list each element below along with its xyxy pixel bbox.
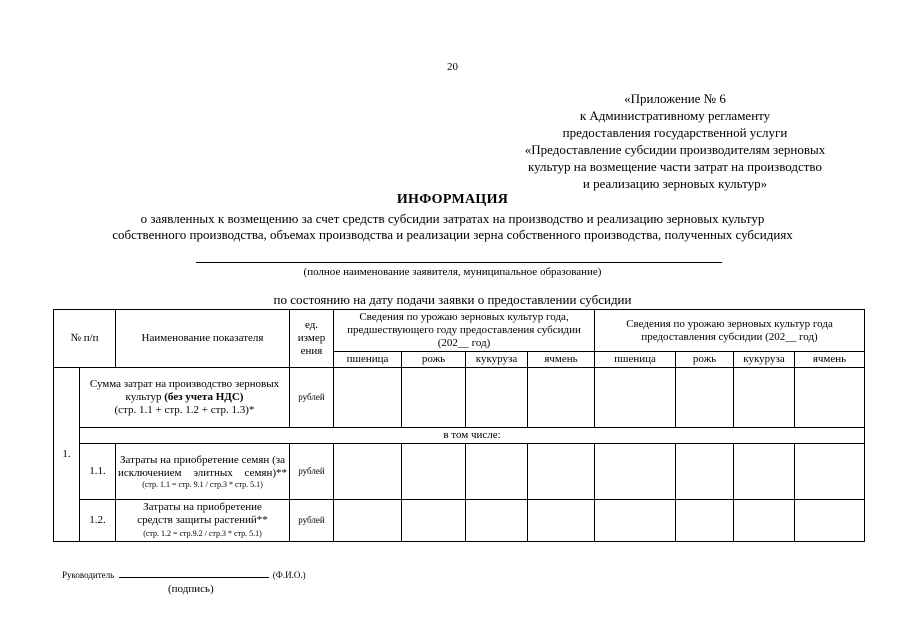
header-crop-corn: кукуруза [734,352,795,368]
row-name [116,500,290,542]
subsidy-info-table [53,309,865,542]
data-cell[interactable] [734,500,795,542]
data-cell[interactable] [676,368,734,428]
header-num: № п/п [54,310,116,368]
data-cell[interactable] [466,368,528,428]
data-cell[interactable] [528,500,595,542]
data-cell[interactable] [676,444,734,500]
data-cell[interactable] [676,500,734,542]
data-cell[interactable] [795,368,865,428]
row-unit: рублей [290,500,334,542]
signature-fio: (Ф.И.О.) [272,570,306,580]
data-cell[interactable] [795,500,865,542]
data-cell[interactable] [795,444,865,500]
signature-label: Руководитель [62,570,115,580]
row-number: 1.1. [80,444,116,500]
row-number: 1. [54,368,80,542]
row-name-text: Затраты на приобретение семян (за исключением элитных семян)** [118,453,288,479]
document-subtitle [0,211,905,243]
header-crop-rye: рожь [676,352,734,368]
header-unit: ед. измер ения [290,310,334,368]
subtitle-line: собственного производства, объемах производства и реализации зерна собственного производства, полученных субсидиях [112,227,793,242]
data-cell[interactable] [734,368,795,428]
row-formula: (стр. 1.2 = стр.9.2 / стр.3 * стр. 5.1) [143,529,262,538]
header-crop-wheat: пшеница [334,352,402,368]
signature-block [62,569,306,580]
data-cell[interactable] [334,444,402,500]
signature-caption: (подпись) [168,583,214,595]
row-unit: рублей [290,444,334,500]
row-name-text: Затраты на приобретение [143,501,262,513]
appendix-line: «Предоставление субсидии производителям зерновых [524,142,826,157]
header-curr-year: Сведения по урожаю зерновых культур года предоставления субсидии (202__ год) [595,310,865,352]
data-cell[interactable] [334,368,402,428]
row-number: 1.2. [80,500,116,542]
applicant-caption: (полное наименование заявителя, муниципальное образование) [303,266,602,278]
data-cell[interactable] [466,500,528,542]
table-row [54,444,865,500]
header-crop-corn: кукуруза [466,352,528,368]
row-subheading: в том числе: [80,428,865,444]
appendix-line: и реализацию зерновых культур» [582,176,768,191]
data-cell[interactable] [528,444,595,500]
data-cell[interactable] [402,368,466,428]
data-cell[interactable] [595,500,676,542]
header-prev-year: Сведения по урожаю зерновых культур года, предшествующего году предоставления субсидии (202__ год) [334,310,595,352]
data-cell[interactable] [734,444,795,500]
row-unit: рублей [290,368,334,428]
appendix-line: культур на возмещение части затрат на производство [528,159,822,174]
data-cell[interactable] [402,500,466,542]
row-name-text: Сумма затрат на производство зерновых культур [89,378,280,403]
data-cell[interactable] [528,368,595,428]
table-row [54,368,865,428]
data-cell[interactable] [334,500,402,542]
header-crop-barley: ячмень [795,352,865,368]
as-of-date-text: по состоянию на дату подачи заявки о предоставлении субсидии [273,292,632,307]
row-name-bold: (без учета НДС) [164,391,244,403]
header-crop-wheat: пшеница [595,352,676,368]
page-number: 20 [447,61,458,73]
appendix-line: «Приложение № 6 [624,91,726,106]
appendix-header [480,90,870,192]
data-cell[interactable] [595,368,676,428]
header-crop-barley: ячмень [528,352,595,368]
data-cell[interactable] [595,444,676,500]
data-cell[interactable] [402,444,466,500]
header-name: Наименование показателя [116,310,290,368]
table-row [54,500,865,542]
subtitle-line: о заявленных к возмещению за счет средств субсидии затратах на производство и реализацию зерновых культур [140,211,765,226]
row-formula: (стр. 1.1 + стр. 1.2 + стр. 1.3)* [114,404,255,416]
row-name [116,444,290,500]
document-title: ИНФОРМАЦИЯ [396,192,509,207]
table-row [54,428,865,444]
appendix-line: предоставления государственной услуги [562,125,788,140]
data-cell[interactable] [466,444,528,500]
appendix-line: к Административному регламенту [579,108,771,123]
row-formula: (стр. 1.1 = стр. 9.1 / стр.3 * стр. 5.1) [142,479,263,489]
row-name-text: средств защиты растений** [137,514,268,526]
signature-line[interactable] [119,569,269,578]
row-name [80,368,290,428]
header-crop-rye: рожь [402,352,466,368]
applicant-name-line [196,262,722,263]
